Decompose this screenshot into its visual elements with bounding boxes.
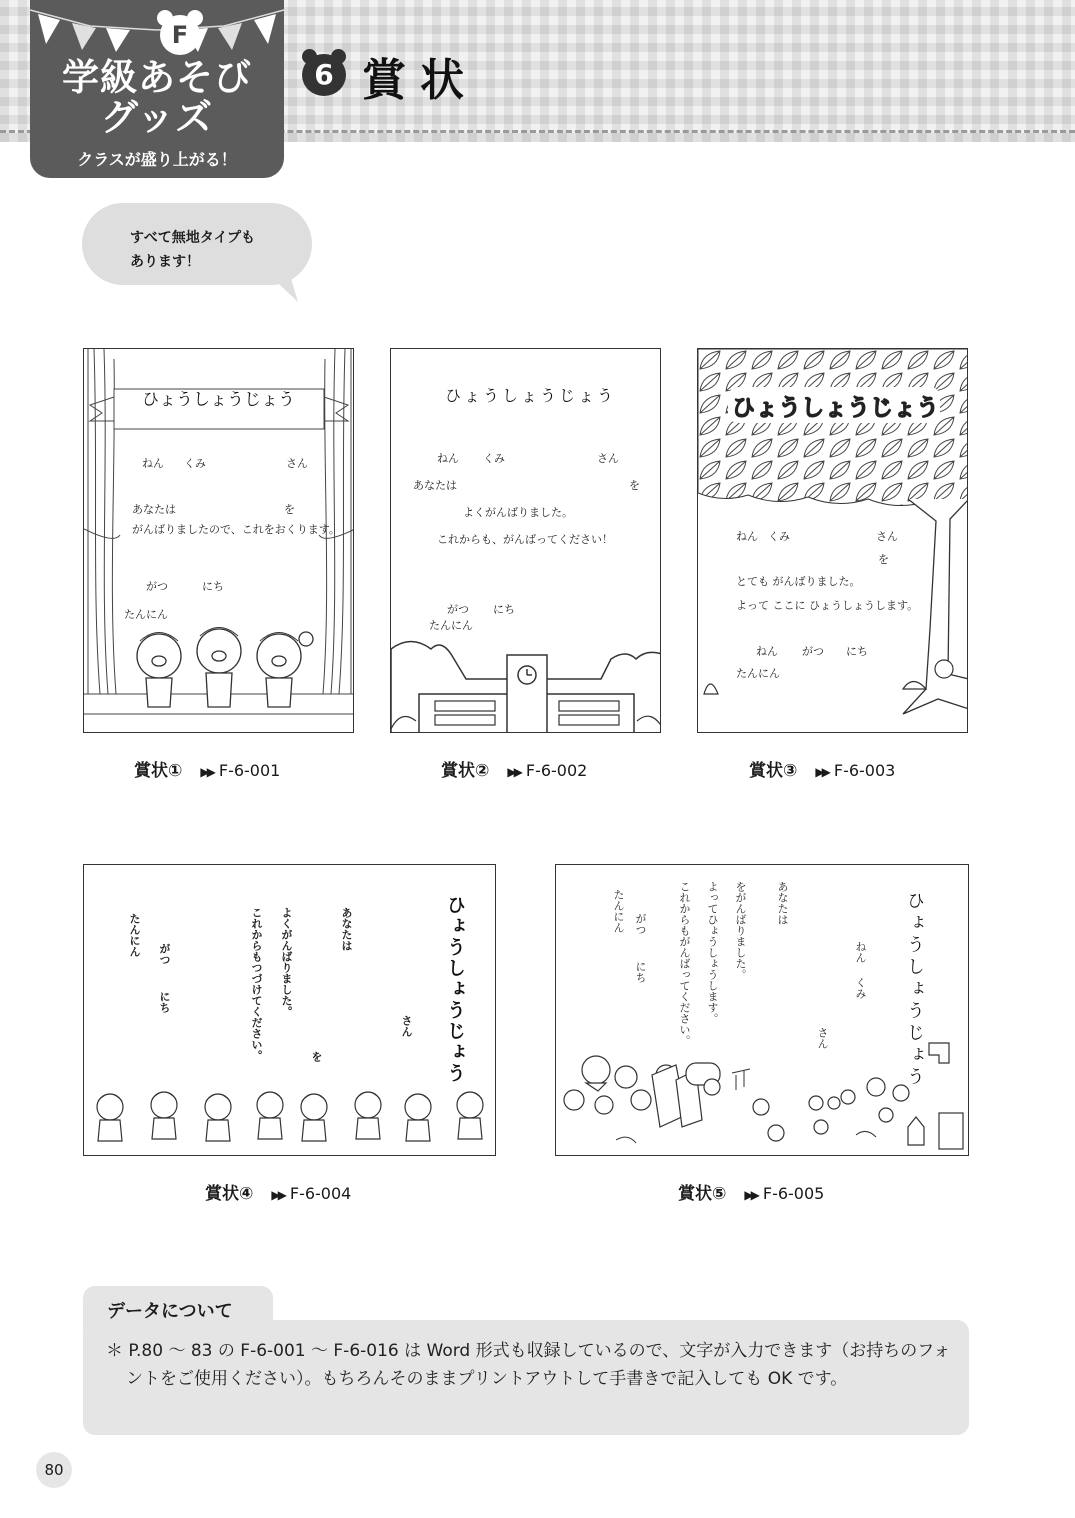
certificate-1: ひょうしょうじょう ねん くみ さん あなたは を がんばりましたので、これをおくります。 がつ にち たんにん: [83, 348, 354, 733]
certificate-title: ひょうしょうじょう: [142, 390, 295, 410]
certificate-5: ひょうしょうじょう ねん くみ さん あなたは をがんばりました。 よってひょうしょうします。 これからもがんばってください。 がつ にち たんにん: [555, 864, 969, 1156]
file-code: F-6-005: [762, 1184, 825, 1203]
category-title: 学級あそび グッズ: [62, 56, 252, 139]
file-code: F-6-004: [289, 1184, 352, 1203]
double-arrow-icon: ▶▶: [200, 765, 213, 779]
section-title: 賞状: [362, 55, 478, 106]
category-tab: [30, 0, 284, 178]
certificate-title: ひょうしょうじょう: [445, 386, 617, 405]
certificate-title: ひょうしょうじょう: [444, 895, 466, 1084]
certificate-2: ひょうしょうじょう ねん くみ さん あなたは を よくがんばりました。 これからも、がんばってください！ がつ にち たんにん: [390, 348, 661, 733]
note-title: データについて: [107, 1301, 233, 1322]
bear-badge-icon: [156, 10, 204, 58]
certificate-2-caption: 賞状② ▶▶ F-6-002: [441, 761, 588, 781]
double-arrow-icon: ▶▶: [744, 1188, 757, 1202]
page-number: 80: [36, 1452, 72, 1488]
certificate-1-caption: 賞状① ▶▶ F-6-001: [134, 761, 281, 781]
double-arrow-icon: ▶▶: [507, 765, 520, 779]
double-arrow-icon: ▶▶: [815, 765, 828, 779]
file-code: F-6-002: [525, 761, 588, 780]
section-number-badge: 6: [300, 52, 348, 96]
certificate-4: ひょうしょうじょう さん あなたは を よくがんばりました。 これからもつづけてください。 がつ にち たんにん: [83, 864, 496, 1156]
speech-bubble-tail: [262, 268, 302, 304]
category-letter: F: [160, 15, 200, 55]
certificate-3-caption: 賞状③ ▶▶ F-6-003: [749, 761, 896, 781]
certificate-title: ひょうしょうじょう: [732, 395, 939, 421]
certificate-5-caption: 賞状⑤ ▶▶ F-6-005: [678, 1184, 825, 1204]
certificate-3: ひょうしょうじょう ねん くみ さん を とても がんばりました。 よって ここに ひょうしょうします。 ねん がつ にち たんにん: [697, 348, 968, 733]
file-code: F-6-001: [218, 761, 281, 780]
file-code: F-6-003: [833, 761, 896, 780]
category-subtitle: クラスが盛り上がる！: [77, 150, 237, 169]
note-text: ＊ P.80 ～ 83 の F-6-001 ～ F-6-016 は Word 形式も収録しているので、文字が入力できます（お持ちのフォントをご使用ください）。もちろんそのままプリントアウトして手書きで記入しても OK です。: [106, 1341, 951, 1389]
bubble-text: すべて無地タイプも あります！: [130, 230, 256, 270]
certificate-title: ひょうしょうじょう: [904, 891, 925, 1089]
double-arrow-icon: ▶▶: [271, 1188, 284, 1202]
certificate-4-caption: 賞状④ ▶▶ F-6-004: [205, 1184, 352, 1204]
